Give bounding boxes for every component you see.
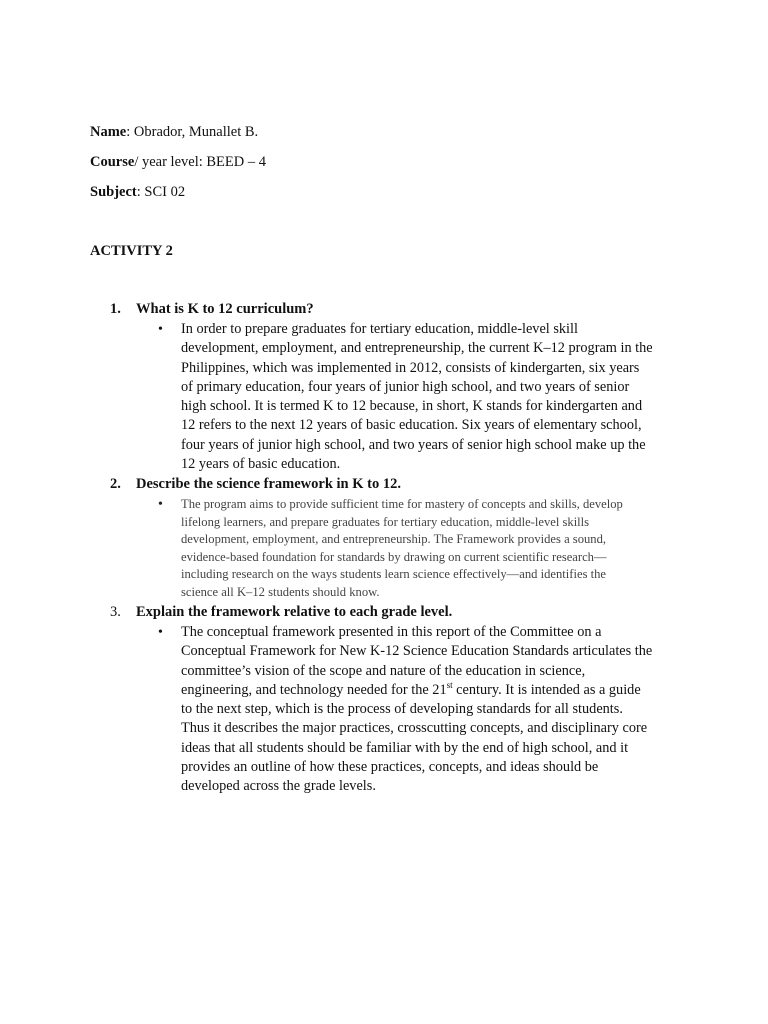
answer-line: Conceptual Framework for New K-12 Science Education Standards articulates the	[181, 643, 653, 660]
question-number: 1.	[110, 301, 121, 317]
answer-line: 12 refers to the next 12 years of basic education. Six years of elementary school,	[181, 417, 642, 434]
question-number: 2.	[110, 476, 121, 492]
answer-line: committee’s vision of the scope and nature of the education in science,	[181, 662, 586, 679]
answer-line: development, employment, and entrepreneurship, the current K–12 program in the	[181, 340, 653, 357]
bullet-icon: •	[158, 497, 163, 512]
bullet-icon: •	[158, 625, 163, 640]
bullet-icon: •	[158, 322, 163, 337]
answer-line: lifelong learners, and prepare graduates for tertiary education, middle-level skills	[181, 514, 590, 529]
question-2	[110, 475, 401, 494]
question-1	[110, 300, 314, 319]
answer-line: including research on the ways students learn science effectively—and identifies the	[181, 567, 607, 582]
question-number: 3.	[110, 604, 121, 620]
question-text: Explain the framework relative to each grade level.	[136, 604, 453, 620]
answer-line: developed across the grade levels.	[181, 778, 376, 795]
subject-line	[90, 183, 185, 201]
answer-line: high school. It is termed K to 12 because, in short, K stands for kindergarten and	[181, 398, 643, 415]
answer-line: four years of junior high school, and two years of senior high school make up the	[181, 436, 646, 453]
answer-text	[181, 320, 681, 474]
answer-line: to the next step, which is the process of developing standards for all students.	[181, 701, 623, 718]
question-3	[110, 603, 452, 622]
answer-line: In order to prepare graduates for tertiary education, middle-level skill	[181, 321, 578, 337]
name-value: : Obrador, Munallet B.	[126, 124, 259, 140]
answer-line: Philippines, which was implemented in 2012, consists of kindergarten, six years	[181, 359, 640, 376]
answer-line: The conceptual framework presented in this report of the Committee on a	[181, 624, 602, 640]
answer-text	[181, 496, 681, 602]
activity-title: ACTIVITY 2	[90, 243, 173, 259]
question-text: Describe the science framework in K to 12.	[136, 476, 401, 492]
ordinal-superscript: st	[446, 680, 453, 691]
subject-value: : SCI 02	[136, 184, 186, 200]
name-line	[90, 123, 258, 141]
answer-segment: engineering, and technology needed for the 21	[181, 681, 447, 698]
answer-line: of primary education, four years of junior high school, and two years of senior	[181, 378, 630, 395]
answer-line: science all K–12 students should know.	[181, 584, 380, 599]
answer-line: ideas that all students should be familiar with by the end of high school, and it	[181, 739, 629, 756]
name-label: Name	[90, 124, 127, 140]
answer-line: evidence-based foundation for standards by drawing on current scientific research—	[181, 549, 607, 564]
question-text: What is K to 12 curriculum?	[136, 301, 314, 317]
course-value: / year level: BEED – 4	[134, 154, 266, 170]
answer-segment: century. It is intended as a guide	[452, 681, 641, 698]
answer-line: 12 years of basic education.	[181, 456, 341, 473]
answer-text	[181, 623, 681, 797]
answer-line: The program aims to provide sufficient time for mastery of concepts and skills, develop	[181, 497, 623, 511]
answer-line-with-superscript	[181, 681, 681, 700]
answer-line: development, employment, and entrepreneurship. The Framework provides a sound,	[181, 532, 607, 547]
subject-label: Subject	[90, 184, 137, 200]
course-line	[90, 153, 266, 171]
course-label: Course	[90, 154, 135, 170]
answer-line: provides an outline of how these practices, concepts, and ideas should be	[181, 759, 599, 776]
answer-line: Thus it describes the major practices, crosscutting concepts, and disciplinary core	[181, 720, 648, 737]
